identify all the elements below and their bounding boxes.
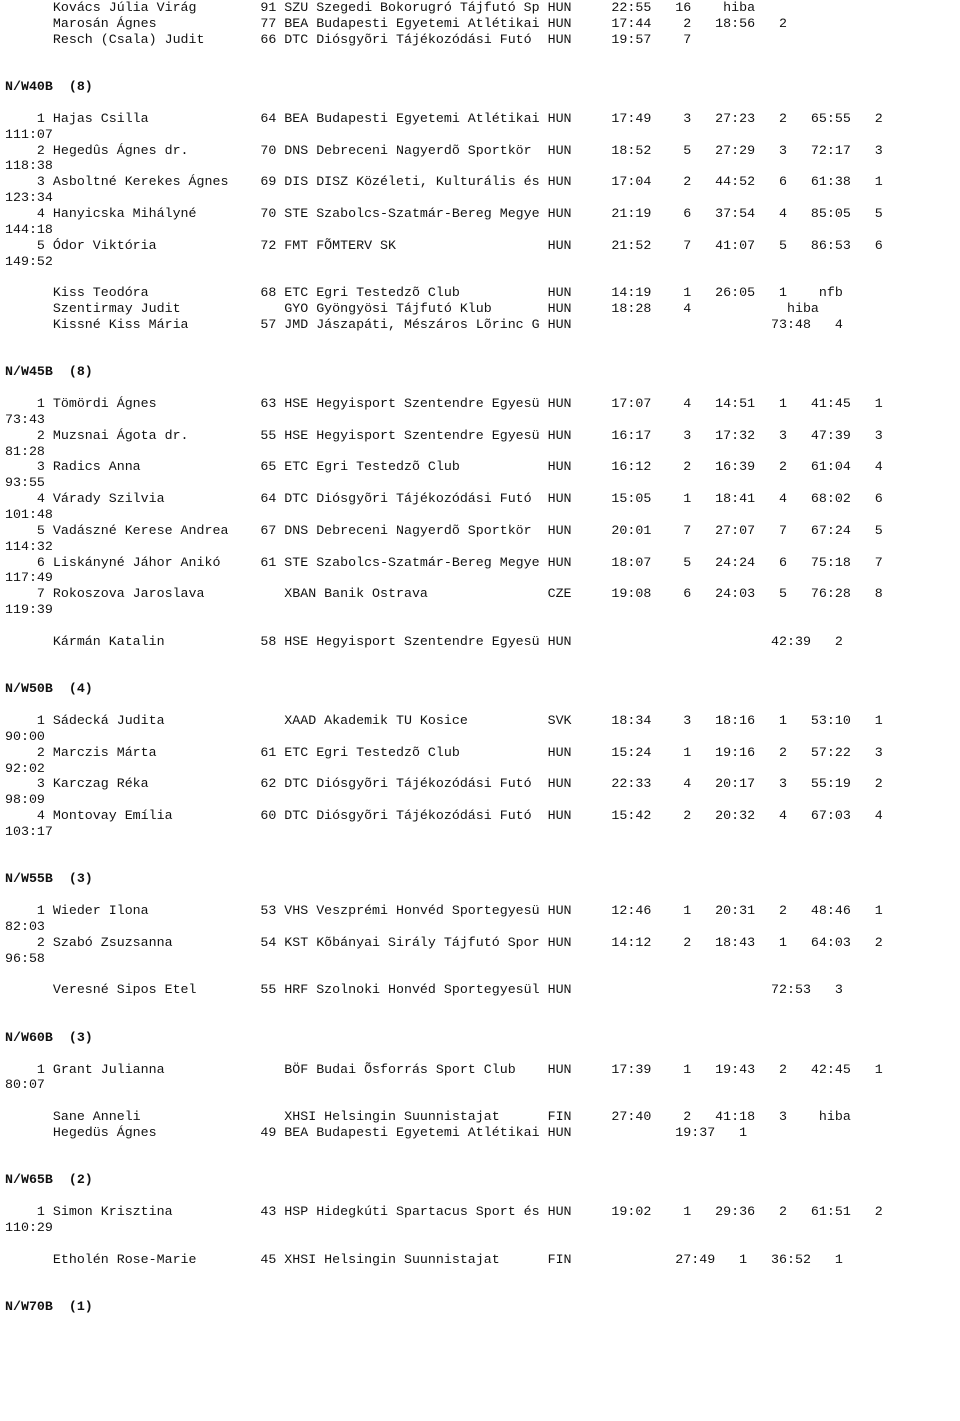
result-line: 80:07: [5, 1077, 45, 1093]
blank-line: [5, 840, 883, 856]
blank-line: [5, 998, 883, 1014]
category-block: [5, 0, 883, 79]
category-header: N/W65B (2): [5, 1172, 93, 1188]
result-line: Kovács Júlia Virág 91 SZU Szegedi Bokorugró Tájfutó Sp HUN 22:55 16 hiba: [5, 0, 756, 15]
result-line: 98:09: [5, 792, 45, 808]
result-line: 81:28: [5, 443, 45, 459]
result-line: 1 Sádecká Judita XAAD Akademik TU Kosice SVK 18:34 3 18:16 1 53:10 1: [5, 712, 883, 728]
result-line: 2 Marczis Márta 61 ETC Egri Testedzõ Club HUN 15:24 1 19:16 2 57:22 3: [5, 744, 883, 760]
result-line: 4 Várady Szilvia 64 DTC Diósgyõri Tájékozódási Futó HUN 15:05 1 18:41 4 68:02 6: [5, 491, 883, 507]
result-line: 2 Szabó Zsuzsanna 54 KST Kõbányai Sirály Tájfutó Spor HUN 14:12 2 18:43 1 64:03 2: [5, 934, 883, 950]
result-line: Kissné Kiss Mária 57 JMD Jászapáti, Mészáros Lõrinc G HUN 73:48 4: [5, 316, 843, 332]
category-header: N/W40B (8): [5, 79, 93, 95]
result-line: Hegedüs Ágnes 49 BEA Budapesti Egyetemi Atlétikai HUN 19:37 1: [5, 1124, 748, 1140]
result-line: 6 Liskányné Jáhor Anikó 61 STE Szabolcs-Szatmár-Bereg Megye HUN 18:07 5 24:24 6 75:18 7: [5, 554, 883, 570]
blank-line: [5, 63, 883, 79]
result-line: Resch (Csala) Judit 66 DTC Diósgyõri Tájékozódási Futó HUN 19:57 7: [5, 31, 692, 47]
result-line: 3 Karczag Réka 62 DTC Diósgyõri Tájékozódási Futó HUN 22:33 4 20:17 3 55:19 2: [5, 776, 883, 792]
result-line: 4 Hanyicska Mihályné 70 STE Szabolcs-Szatmár-Bereg Megye HUN 21:19 6 37:54 4 85:05 5: [5, 205, 883, 221]
result-line: 118:38: [5, 158, 53, 174]
blank-line: [5, 887, 883, 903]
result-line: 2 Hegedûs Ágnes dr. 70 DNS Debreceni Nagyerdõ Sportkör HUN 18:52 5 27:29 3 72:17 3: [5, 142, 883, 158]
blank-line: [5, 48, 883, 64]
category-header: N/W45B (8): [5, 364, 93, 380]
blank-line: [5, 333, 883, 349]
category-header: N/W70B (1): [5, 1299, 93, 1315]
blank-line: [5, 1014, 883, 1030]
result-line: 1 Wieder Ilona 53 VHS Veszprémi Honvéd Sportegyesü HUN 12:46 1 20:31 2 48:46 1: [5, 903, 883, 919]
blank-line: [5, 618, 883, 634]
result-line: Marosán Ágnes 77 BEA Budapesti Egyetemi Atlétikai HUN 17:44 2 18:56 2: [5, 15, 787, 31]
blank-line: [5, 1236, 883, 1252]
blank-line: [5, 1093, 883, 1109]
category-block: [5, 681, 883, 871]
result-line: Szentirmay Judit GYO Gyöngyösi Tájfutó Klub HUN 18:28 4 hiba: [5, 301, 819, 317]
result-line: 2 Muzsnai Ágota dr. 55 HSE Hegyisport Szentendre Egyesü HUN 16:17 3 17:32 3 47:39 3: [5, 427, 883, 443]
result-line: 3 Asboltné Kerekes Ágnes 69 DIS DISZ Közéleti, Kulturális és HUN 17:04 2 44:52 6 61:38 1: [5, 174, 883, 190]
result-line: Etholén Rose-Marie 45 XHSI Helsingin Suunnistajat FIN 27:49 1 36:52 1: [5, 1251, 843, 1267]
result-line: 90:00: [5, 728, 45, 744]
result-line: 82:03: [5, 918, 45, 934]
category-block: [5, 1299, 883, 1315]
result-line: 103:17: [5, 823, 53, 839]
result-line: 96:58: [5, 950, 45, 966]
result-line: 1 Grant Julianna BÖF Budai Õsforrás Sport Club HUN 17:39 1 19:43 2 42:45 1: [5, 1061, 883, 1077]
blank-line: [5, 856, 883, 872]
result-line: 123:34: [5, 190, 53, 206]
blank-line: [5, 349, 883, 365]
result-line: Veresné Sipos Etel 55 HRF Szolnoki Honvéd Sportegyesül HUN 72:53 3: [5, 982, 843, 998]
blank-line: [5, 1157, 883, 1173]
blank-line: [5, 650, 883, 666]
blank-line: [5, 380, 883, 396]
category-block: [5, 1030, 883, 1173]
blank-line: [5, 1141, 883, 1157]
result-line: 93:55: [5, 475, 45, 491]
result-line: 144:18: [5, 221, 53, 237]
blank-line: [5, 966, 883, 982]
category-header: N/W50B (4): [5, 681, 93, 697]
result-line: 3 Radics Anna 65 ETC Egri Testedzõ Club HUN 16:12 2 16:39 2 61:04 4: [5, 459, 883, 475]
result-line: 114:32: [5, 538, 53, 554]
result-line: 5 Vadászné Kerese Andrea 67 DNS Debreceni Nagyerdõ Sportkör HUN 20:01 7 27:07 7 67:24 5: [5, 522, 883, 538]
result-line: 119:39: [5, 602, 53, 618]
blank-line: [5, 1188, 883, 1204]
blank-line: [5, 95, 883, 111]
results-listing: [5, 0, 883, 1315]
category-block: [5, 364, 883, 681]
category-block: [5, 79, 883, 364]
blank-line: [5, 665, 883, 681]
blank-line: [5, 269, 883, 285]
category-header: N/W55B (3): [5, 871, 93, 887]
result-line: 117:49: [5, 570, 53, 586]
result-line: 149:52: [5, 253, 53, 269]
blank-line: [5, 1268, 883, 1284]
result-line: Sane Anneli XHSI Helsingin Suunnistajat FIN 27:40 2 41:18 3 hiba: [5, 1109, 851, 1125]
blank-line: [5, 697, 883, 713]
result-line: 110:29: [5, 1219, 53, 1235]
category-header: N/W60B (3): [5, 1029, 93, 1045]
result-line: 101:48: [5, 507, 53, 522]
result-line: 4 Montovay Emília 60 DTC Diósgyõri Tájékozódási Futó HUN 15:42 2 20:32 4 67:03 4: [5, 808, 883, 824]
result-line: Kiss Teodóra 68 ETC Egri Testedzõ Club HUN 14:19 1 26:05 1 nfb: [5, 285, 843, 301]
result-line: 73:43: [5, 411, 45, 427]
result-line: 92:02: [5, 760, 45, 776]
blank-line: [5, 1046, 883, 1062]
result-line: 111:07: [5, 126, 53, 142]
result-line: 1 Tömördi Ágnes 63 HSE Hegyisport Szentendre Egyesü HUN 17:07 4 14:51 1 41:45 1: [5, 396, 883, 412]
blank-line: [5, 1283, 883, 1299]
result-line: 1 Hajas Csilla 64 BEA Budapesti Egyetemi Atlétikai HUN 17:49 3 27:23 2 65:55 2: [5, 110, 883, 126]
result-line: 7 Rokoszova Jaroslava XBAN Banik Ostrava CZE 19:08 6 24:03 5 76:28 8: [5, 586, 883, 602]
result-line: 5 Ódor Viktória 72 FMT FÕMTERV SK HUN 21:52 7 41:07 5 86:53 6: [5, 237, 883, 253]
result-line: Kármán Katalin 58 HSE Hegyisport Szentendre Egyesü HUN 42:39 2: [5, 633, 843, 649]
result-line: 1 Simon Krisztina 43 HSP Hidegkúti Spartacus Sport és HUN 19:02 1 29:36 2 61:51 2: [5, 1204, 883, 1220]
category-block: [5, 871, 883, 1029]
category-block: [5, 1172, 883, 1299]
